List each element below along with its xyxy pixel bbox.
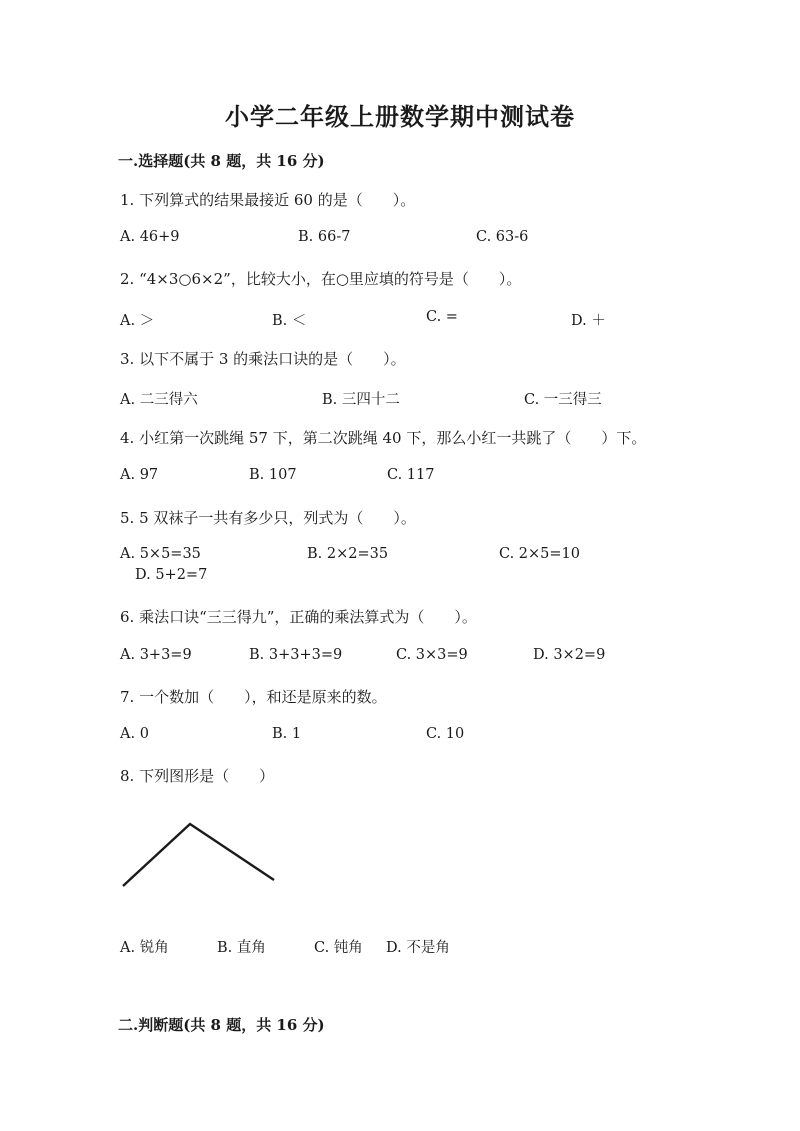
q2-option-c: C. =: [426, 309, 458, 325]
q4-option-c: C. 117: [387, 467, 435, 483]
q8-option-c: C. 钝角: [314, 940, 363, 956]
q6-option-a: A. 3+3=9: [120, 647, 192, 663]
q7-option-b: B. 1: [272, 726, 302, 742]
q5-option-c: C. 2×5=10: [499, 546, 580, 562]
q5-option-a: A. 5×5=35: [120, 546, 201, 562]
q8-option-b: B. 直角: [217, 940, 266, 956]
q1-option-c: C. 63-6: [476, 229, 529, 245]
q6-option-d: D. 3×2=9: [533, 647, 606, 663]
section-heading-multiple-choice: 一.选择题(共 8 题，共 16 分): [118, 152, 325, 170]
q3-option-b: B. 三四十二: [322, 392, 400, 408]
question-6: 6. 乘法口诀“三三得九”，正确的乘法算式为（ ）。: [120, 608, 477, 626]
q5-option-d: D. 5+2=7: [135, 567, 208, 583]
question-1: 1. 下列算式的结果最接近 60 的是（ ）。: [120, 191, 416, 209]
page-title: 小学二年级上册数学期中测试卷: [225, 102, 575, 131]
q4-option-b: B. 107: [249, 467, 297, 483]
question-8: 8. 下列图形是（ ）: [120, 767, 275, 785]
q5-option-b: B. 2×2=35: [307, 546, 389, 562]
question-3: 3. 以下不属于 3 的乘法口诀的是（ ）。: [120, 350, 406, 368]
q3-option-a: A. 二三得六: [120, 392, 198, 408]
q2-option-a: A. ＞: [120, 313, 155, 329]
q8-option-d: D. 不是角: [386, 940, 450, 956]
angle-line: [123, 824, 274, 886]
question-7: 7. 一个数加（ ），和还是原来的数。: [120, 688, 387, 706]
question-4: 4. 小红第一次跳绳 57 下，第二次跳绳 40 下，那么小红一共跳了（ ）下。: [120, 429, 647, 447]
angle-figure: [115, 815, 285, 895]
q3-option-c: C. 一三得三: [524, 392, 602, 408]
q2-option-d: D. ＋: [571, 313, 606, 329]
question-2: 2. “4×3○6×2”，比较大小，在○里应填的符号是（ ）。: [120, 270, 522, 288]
q1-option-a: A. 46+9: [120, 229, 180, 245]
q6-option-b: B. 3+3+3=9: [249, 647, 343, 663]
q7-option-a: A. 0: [120, 726, 149, 742]
q4-option-a: A. 97: [120, 467, 159, 483]
q6-option-c: C. 3×3=9: [396, 647, 468, 663]
q1-option-b: B. 66-7: [298, 229, 351, 245]
q2-option-b: B. ＜: [272, 313, 307, 329]
question-5: 5. 5 双袜子一共有多少只，列式为（ ）。: [120, 509, 416, 527]
q7-option-c: C. 10: [426, 726, 465, 742]
section-heading-true-false: 二.判断题(共 8 题，共 16 分): [118, 1016, 325, 1034]
q8-option-a: A. 锐角: [120, 940, 169, 956]
